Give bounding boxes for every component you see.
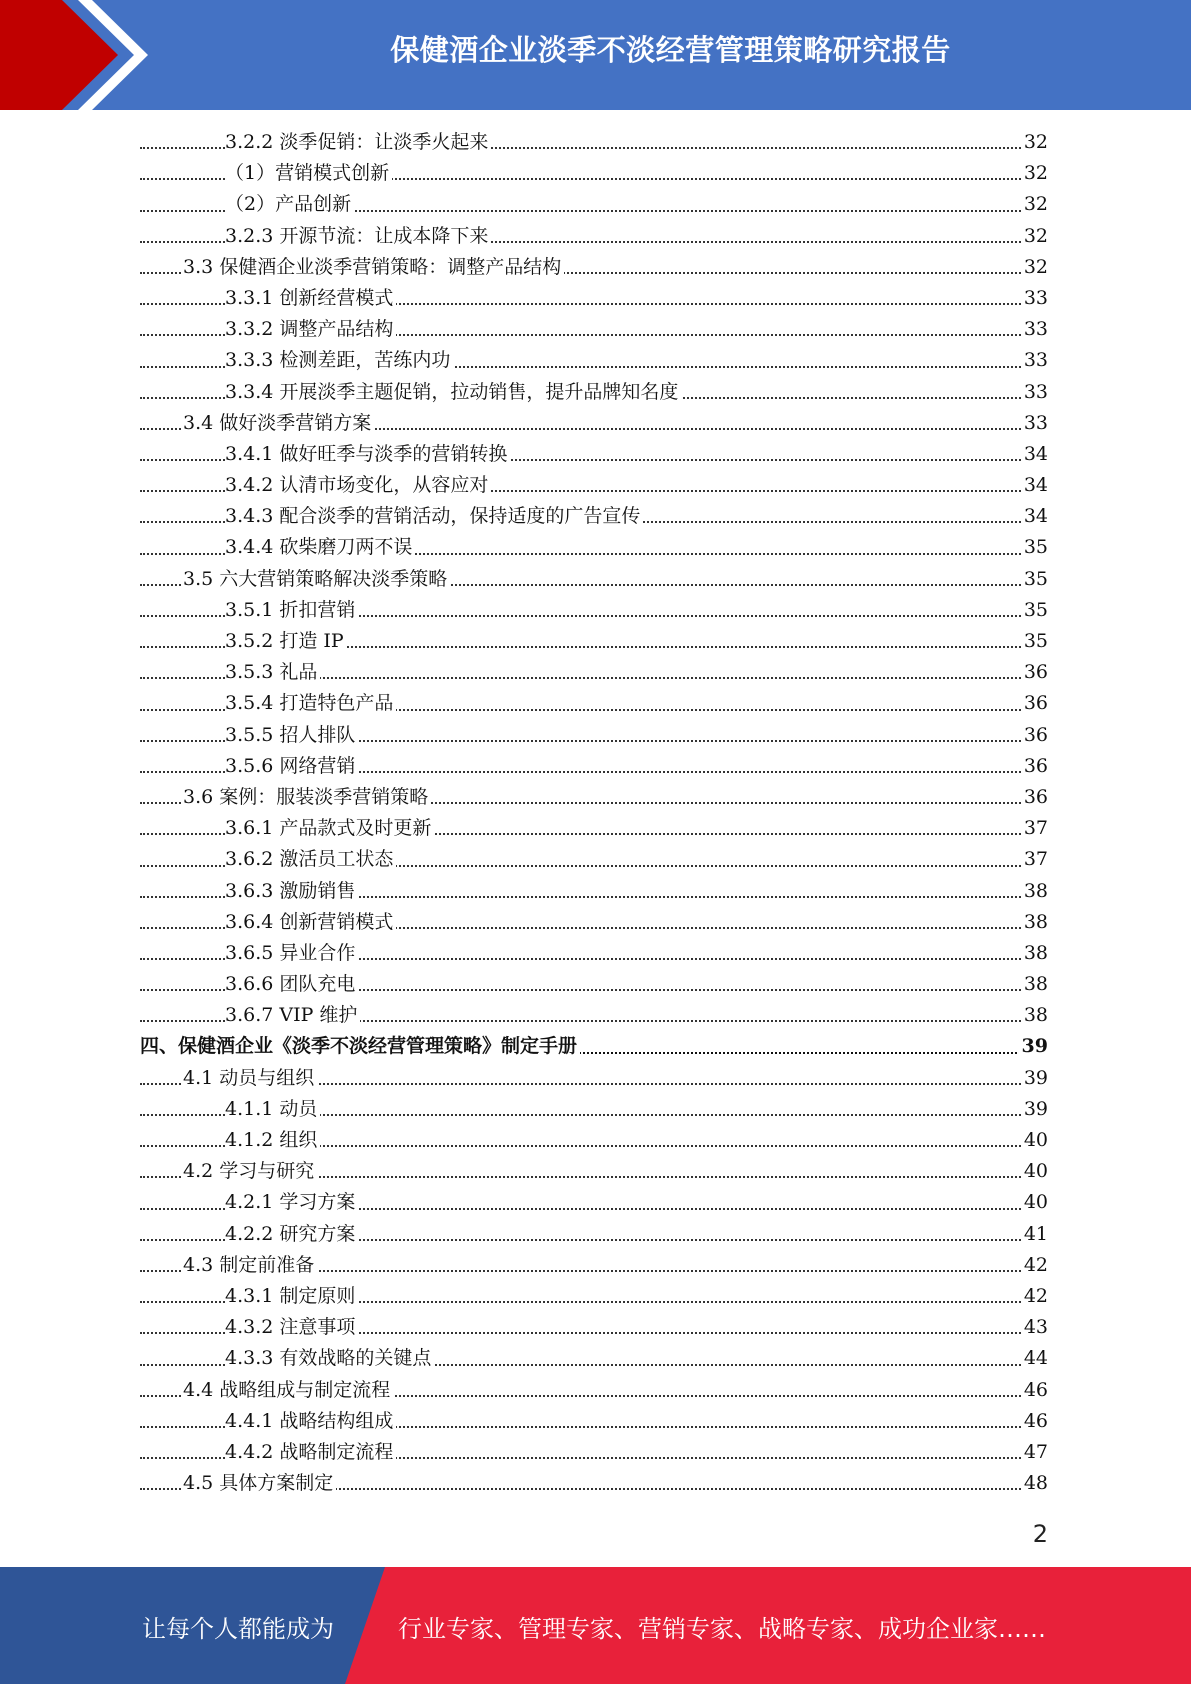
toc-entry-page: 32 [1021, 189, 1048, 220]
toc-entry-page: 39 [1021, 1094, 1048, 1125]
toc-entry-page: 34 [1021, 470, 1048, 501]
toc-entry-title: 3.4.3 配合淡季的营销活动，保持适度的广告宣传 [225, 501, 643, 532]
toc-entry-title: 3.2.2 淡季促销：让淡季火起来 [225, 127, 491, 158]
toc-entry-title: 3.4.2 认清市场变化，从容应对 [225, 470, 491, 501]
toc-entry-page: 36 [1021, 688, 1048, 719]
toc-entry-title: 3.6.2 激活员工状态 [225, 844, 396, 875]
toc-entry-title: 3.3.4 开展淡季主题促销，拉动销售，提升品牌知名度 [225, 377, 681, 408]
toc-entry-page: 36 [1021, 720, 1048, 751]
toc-entry-page: 40 [1021, 1156, 1048, 1187]
toc-entry-title: 3.3 保健酒企业淡季营销策略：调整产品结构 [183, 252, 564, 283]
toc-entry-title: 3.3.3 检测差距，苦练内功 [225, 345, 453, 376]
toc-entry-title: 4.4 战略组成与制定流程 [183, 1375, 393, 1406]
toc-entry-page: 42 [1021, 1250, 1048, 1281]
toc-entry[interactable] [140, 283, 1048, 314]
toc-entry-page: 36 [1021, 782, 1048, 813]
toc-entry-title: 3.6 案例：服装淡季营销策略 [183, 782, 431, 813]
toc-entry[interactable] [140, 1125, 1048, 1156]
toc-entry-page: 38 [1021, 876, 1048, 907]
toc-entry-title: 3.4.1 做好旺季与淡季的营销转换 [225, 439, 510, 470]
toc-entry-page: 42 [1021, 1281, 1048, 1312]
toc-entry-title: 4.1 动员与组织 [183, 1063, 317, 1094]
toc-entry[interactable] [140, 688, 1048, 719]
toc-entry-title: 3.6.3 激励销售 [225, 876, 358, 907]
toc-entry-page: 33 [1021, 283, 1048, 314]
page-header [0, 0, 1191, 110]
toc-entry[interactable] [140, 720, 1048, 751]
toc-entry[interactable] [140, 1000, 1048, 1031]
toc-entry-title: 3.6.6 团队充电 [225, 969, 358, 1000]
toc-entry[interactable] [140, 1250, 1048, 1281]
toc-entry-page: 33 [1021, 314, 1048, 345]
toc-entry[interactable] [140, 907, 1048, 938]
toc-entry-page: 40 [1021, 1187, 1048, 1218]
toc-entry-page: 32 [1021, 252, 1048, 283]
toc-entry-page: 44 [1021, 1343, 1048, 1374]
toc-entry-title: 4.2 学习与研究 [183, 1156, 317, 1187]
toc-entry-title: 四、保健酒企业《淡季不淡经营管理策略》制定手册 [140, 1031, 580, 1062]
toc-entry[interactable] [140, 1375, 1048, 1406]
toc-entry-title: 4.3.1 制定原则 [225, 1281, 358, 1312]
toc-entry[interactable] [140, 1094, 1048, 1125]
toc-entry-title: 3.6.5 异业合作 [225, 938, 358, 969]
toc-entry[interactable] [140, 221, 1048, 252]
toc-entry-page: 33 [1021, 377, 1048, 408]
toc-entry[interactable] [140, 751, 1048, 782]
toc-entry[interactable] [140, 1219, 1048, 1250]
toc-entry[interactable] [140, 501, 1048, 532]
toc-entry-title: （1）营销模式创新 [225, 158, 392, 189]
toc-entry-page: 46 [1021, 1375, 1048, 1406]
toc-entry-title: 3.5 六大营销策略解决淡季策略 [183, 564, 450, 595]
table-of-contents [140, 127, 1048, 1499]
toc-entry-title: 3.4.4 砍柴磨刀两不误 [225, 532, 415, 563]
toc-entry[interactable] [140, 564, 1048, 595]
toc-entry-page: 40 [1021, 1125, 1048, 1156]
toc-entry-title: 4.3.3 有效战略的关键点 [225, 1343, 434, 1374]
toc-entry[interactable] [140, 189, 1048, 220]
toc-entry-title: 3.5.1 折扣营销 [225, 595, 358, 626]
toc-entry-page: 35 [1021, 626, 1048, 657]
toc-entry-title: 4.4.2 战略制定流程 [225, 1437, 396, 1468]
toc-entry-title: 3.5.2 打造 IP [225, 626, 347, 657]
toc-entry-title: 3.3.2 调整产品结构 [225, 314, 396, 345]
toc-entry[interactable] [140, 1031, 1048, 1062]
toc-entry-title: 3.2.3 开源节流：让成本降下来 [225, 221, 491, 252]
toc-entry-page: 41 [1021, 1219, 1048, 1250]
toc-entry[interactable] [140, 470, 1048, 501]
toc-entry[interactable] [140, 1343, 1048, 1374]
toc-entry[interactable] [140, 969, 1048, 1000]
toc-entry[interactable] [140, 252, 1048, 283]
toc-entry-page: 32 [1021, 158, 1048, 189]
toc-entry-title: 4.3 制定前准备 [183, 1250, 317, 1281]
toc-entry[interactable] [140, 314, 1048, 345]
toc-entry-page: 38 [1021, 938, 1048, 969]
toc-entry[interactable] [140, 595, 1048, 626]
toc-entry-page: 33 [1021, 408, 1048, 439]
toc-entry-page: 33 [1021, 345, 1048, 376]
document-title: 保健酒企业淡季不淡经营管理策略研究报告 [390, 33, 951, 67]
toc-entry-title: 4.3.2 注意事项 [225, 1312, 358, 1343]
toc-entry[interactable] [140, 844, 1048, 875]
toc-entry[interactable] [140, 1156, 1048, 1187]
toc-entry-page: 39 [1021, 1063, 1048, 1094]
toc-entry-page: 43 [1021, 1312, 1048, 1343]
toc-entry-page: 37 [1021, 844, 1048, 875]
toc-entry-title: 3.5.5 招人排队 [225, 720, 358, 751]
toc-entry[interactable] [140, 127, 1048, 158]
toc-entry[interactable] [140, 938, 1048, 969]
toc-entry[interactable] [140, 1187, 1048, 1218]
toc-entry[interactable] [140, 1063, 1048, 1094]
toc-entry[interactable] [140, 377, 1048, 408]
toc-entry-title: 4.1.1 动员 [225, 1094, 320, 1125]
toc-entry-page: 38 [1021, 907, 1048, 938]
toc-entry-page: 35 [1021, 564, 1048, 595]
toc-entry-page: 38 [1021, 969, 1048, 1000]
toc-entry[interactable] [140, 532, 1048, 563]
toc-entry[interactable] [140, 1281, 1048, 1312]
toc-entry-title: 3.6.7 VIP 维护 [225, 1000, 360, 1031]
toc-entry-title: 3.6.4 创新营销模式 [225, 907, 396, 938]
toc-entry[interactable] [140, 626, 1048, 657]
toc-entry[interactable] [140, 813, 1048, 844]
toc-entry-page: 36 [1021, 657, 1048, 688]
toc-entry-page: 32 [1021, 127, 1048, 158]
toc-entry[interactable] [140, 1468, 1048, 1499]
toc-entry-page: 35 [1021, 595, 1048, 626]
header-red-chevron [0, 0, 160, 110]
toc-entry-page: 37 [1021, 813, 1048, 844]
toc-entry[interactable] [140, 1406, 1048, 1437]
toc-entry-page: 38 [1021, 1000, 1048, 1031]
toc-entry-title: 3.5.4 打造特色产品 [225, 688, 396, 719]
toc-entry-page: 46 [1021, 1406, 1048, 1437]
toc-entry[interactable] [140, 782, 1048, 813]
toc-entry[interactable] [140, 408, 1048, 439]
toc-entry-page: 34 [1021, 501, 1048, 532]
toc-entry-page: 47 [1021, 1437, 1048, 1468]
toc-entry-title: 4.4.1 战略结构组成 [225, 1406, 396, 1437]
toc-entry-title: 3.4 做好淡季营销方案 [183, 408, 374, 439]
toc-entry[interactable] [140, 1312, 1048, 1343]
toc-entry[interactable] [140, 1437, 1048, 1468]
toc-entry-page: 36 [1021, 751, 1048, 782]
toc-entry-title: 3.5.3 礼品 [225, 657, 320, 688]
toc-entry-title: 4.2.2 研究方案 [225, 1219, 358, 1250]
toc-entry-page: 35 [1021, 532, 1048, 563]
page-number: 2 [1032, 1520, 1048, 1548]
page-footer [0, 1567, 1191, 1684]
toc-entry-page: 34 [1021, 439, 1048, 470]
toc-entry-page: 32 [1021, 221, 1048, 252]
toc-entry-title: 4.2.1 学习方案 [225, 1187, 358, 1218]
toc-entry[interactable] [140, 876, 1048, 907]
toc-entry-title: 3.3.1 创新经营模式 [225, 283, 396, 314]
toc-entry[interactable] [140, 345, 1048, 376]
toc-entry-title: 4.1.2 组织 [225, 1125, 320, 1156]
toc-entry-page: 48 [1021, 1468, 1048, 1499]
toc-entry-title: 3.6.1 产品款式及时更新 [225, 813, 434, 844]
toc-entry-title: 4.5 具体方案制定 [183, 1468, 336, 1499]
toc-entry[interactable] [140, 657, 1048, 688]
toc-entry-title: （2）产品创新 [225, 189, 354, 220]
toc-entry-page: 39 [1019, 1031, 1048, 1062]
footer-slogan-right: 行业专家、管理专家、营销专家、战略专家、成功企业家…… [398, 1615, 1046, 1643]
toc-entry-title: 3.5.6 网络营销 [225, 751, 358, 782]
footer-slogan-left: 让每个人都能成为 [142, 1615, 334, 1643]
toc-entry[interactable] [140, 439, 1048, 470]
toc-entry[interactable] [140, 158, 1048, 189]
